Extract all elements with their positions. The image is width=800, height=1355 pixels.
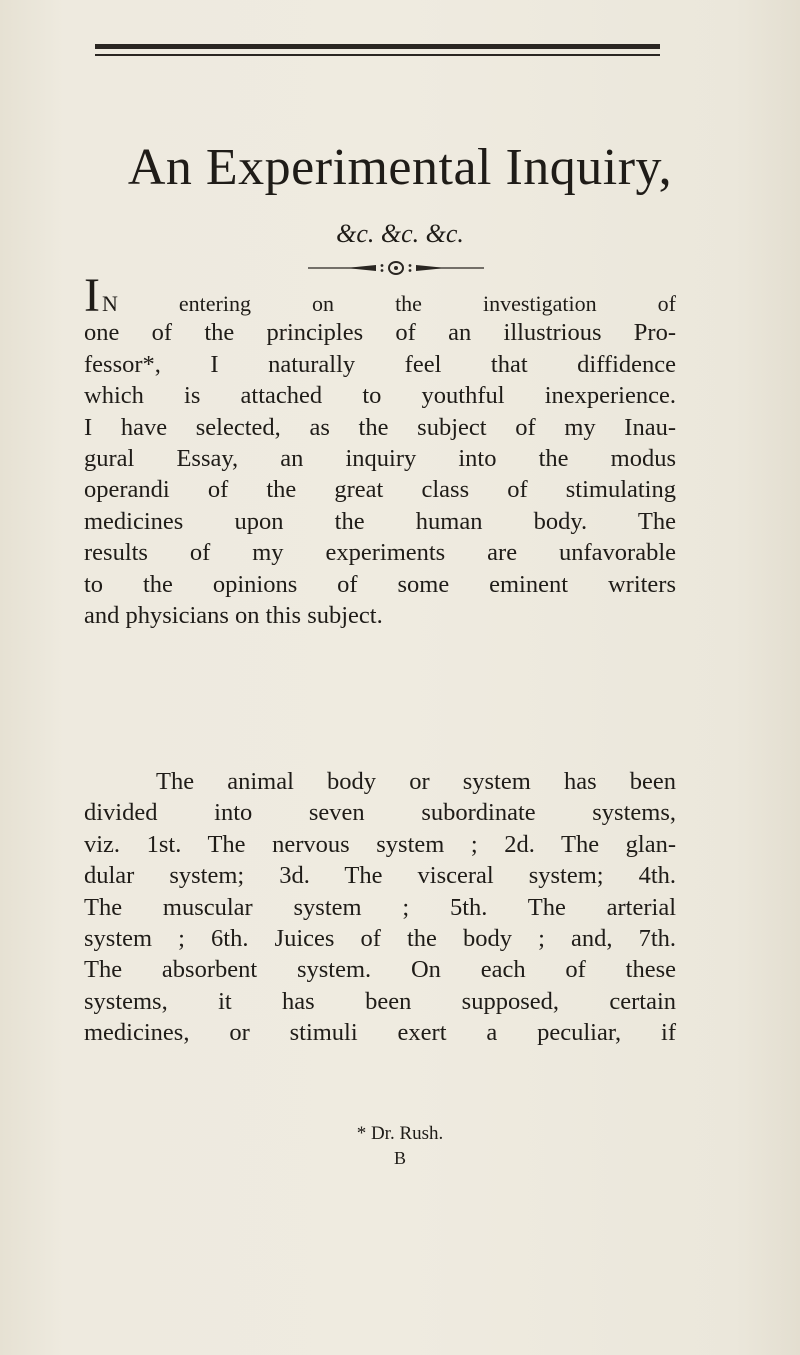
paragraph-1: [84, 269, 676, 631]
paragraph-line: The muscular system ; 5th. The arterial: [84, 893, 676, 921]
paragraph-line: fessor*, I naturally feel that diffidence: [84, 350, 676, 378]
paragraph-line: The absorbent system. On each of these: [84, 956, 676, 984]
page-subtitle: &c. &c. &c.: [336, 219, 464, 248]
paragraph-line: systems, it has been supposed, certain: [84, 987, 676, 1015]
paragraph-line: gural Essay, an inquiry into the modus: [84, 444, 676, 472]
paragraph-line: The animal body or system has been: [156, 768, 676, 795]
line-text: N entering on the investigation of: [101, 291, 676, 316]
paragraph-line: results of my experiments are unfavorable: [84, 539, 676, 567]
paragraph-line: dular system; 3d. The visceral system; 4th.: [84, 862, 676, 890]
paragraph-2: [84, 766, 676, 1049]
paragraph-line: system ; 6th. Juices of the body ; and, 7th.: [84, 924, 676, 952]
paragraph-line: divided into seven subordinate systems,: [84, 799, 676, 827]
paragraph-line: I have selected, as the subject of my Inau-: [84, 413, 676, 441]
paragraph-line: medicines upon the human body. The: [84, 507, 676, 535]
paragraph-line: one of the principles of an illustrious Pro-: [84, 319, 676, 347]
paragraph-line: operandi of the great class of stimulating: [84, 476, 676, 504]
page-title: An Experimental Inquiry,: [127, 139, 673, 196]
footnote: * Dr. Rush.: [356, 1123, 444, 1144]
ornament-divider-icon: [306, 258, 486, 278]
paragraph-line: to the opinions of some eminent writers: [84, 570, 676, 598]
paragraph-line: which is attached to youthful inexperience.: [84, 382, 676, 410]
signature-mark: B: [393, 1148, 406, 1168]
paragraph-line: and physicians on this subject.: [84, 601, 383, 629]
paragraph-line: [84, 269, 676, 322]
paragraph-line: viz. 1st. The nervous system ; 2d. The glan-: [84, 830, 676, 858]
paragraph-line: medicines, or stimuli exert a peculiar, if: [84, 1019, 676, 1047]
header-rule-thin: [95, 54, 660, 56]
header-rule-thick: [95, 44, 660, 49]
drop-cap: I: [84, 269, 100, 322]
